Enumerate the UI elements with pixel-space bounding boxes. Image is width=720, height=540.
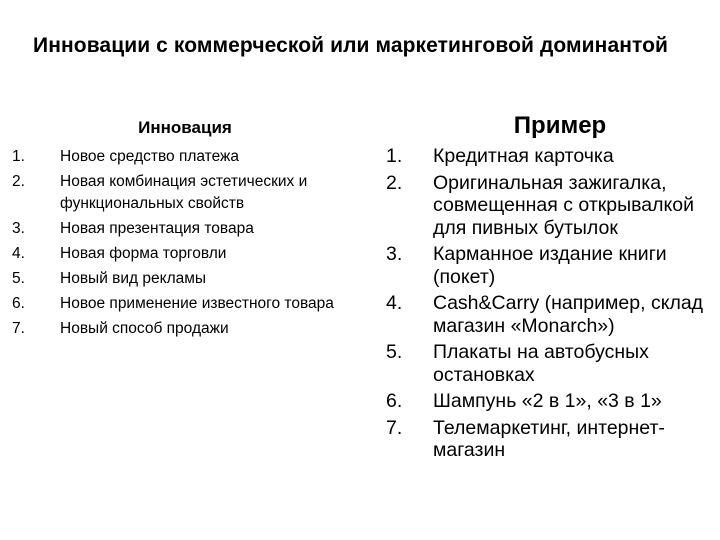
- item-text: Новое средство платежа: [60, 148, 240, 165]
- item-text: Шампунь «2 в 1», «3 в 1»: [433, 390, 662, 412]
- item-text: Новый способ продажи: [60, 320, 229, 337]
- item-text: Кредитная карточка: [433, 145, 614, 167]
- item-text: Новая комбинация эстетических и функциональных свойств: [60, 173, 308, 212]
- item-number: 3.: [386, 243, 403, 265]
- item-number: 3.: [12, 220, 25, 237]
- innovation-item: [12, 293, 362, 315]
- item-text: Оригинальная зажигалка, совмещенная с открывалкой для пивных бутылок: [433, 171, 694, 239]
- item-text: Новый вид рекламы: [60, 270, 207, 287]
- item-number: 5.: [386, 341, 403, 363]
- item-number: 6.: [386, 390, 403, 412]
- innovation-item: [12, 171, 362, 215]
- innovation-list: [12, 146, 362, 343]
- innovation-item: [12, 243, 362, 265]
- item-text: Телемаркетинг, интернет-магазин: [433, 416, 665, 461]
- innovation-item: [12, 268, 362, 290]
- item-number: 2.: [12, 173, 25, 190]
- example-list: [386, 145, 716, 466]
- example-item: [386, 145, 716, 168]
- item-number: 7.: [386, 416, 403, 439]
- item-text: Cash&Carry (например, склад магазин «Monarch»): [433, 292, 704, 337]
- innovation-column-heading: Инновация: [138, 118, 232, 137]
- page-title: Инновации с коммерческой или маркетинговой доминантой: [33, 34, 669, 57]
- example-item: [386, 341, 716, 386]
- item-number: 1.: [12, 148, 25, 165]
- item-number: 4.: [12, 245, 25, 262]
- item-number: 5.: [12, 270, 25, 287]
- item-number: 2.: [386, 171, 403, 194]
- item-number: 1.: [386, 145, 403, 167]
- example-item: [386, 172, 716, 240]
- item-text: Новая презентация товара: [60, 220, 254, 237]
- innovation-item: [12, 218, 362, 240]
- example-item: [386, 390, 716, 413]
- example-item: [386, 292, 716, 337]
- item-number: 7.: [12, 320, 25, 337]
- item-text: Плакаты на автобусных остановках: [433, 341, 649, 386]
- example-item: [386, 243, 716, 288]
- item-text: Новая форма торговли: [60, 245, 227, 262]
- item-number: 6.: [12, 295, 25, 312]
- example-item: [386, 417, 716, 462]
- item-number: 4.: [386, 292, 403, 314]
- example-column-heading: Пример: [513, 112, 607, 139]
- innovation-item: [12, 146, 362, 168]
- item-text: Новое применение известного товара: [60, 295, 334, 312]
- innovation-item: [12, 318, 362, 340]
- item-text: Карманное издание книги (покет): [433, 243, 667, 288]
